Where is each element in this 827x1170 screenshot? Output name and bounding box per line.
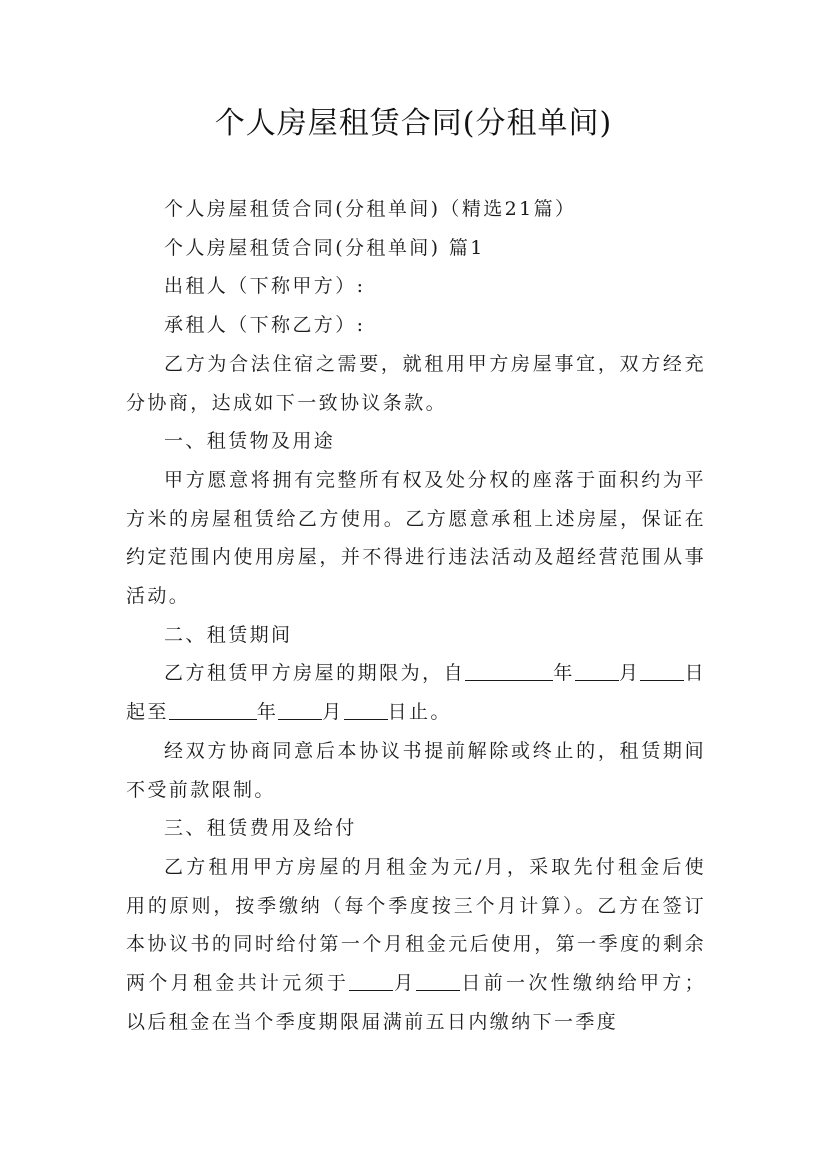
blank-line bbox=[640, 661, 684, 681]
blank-line bbox=[416, 971, 460, 991]
text-span: 日起至 bbox=[126, 662, 706, 724]
text-span: 乙方租赁甲方房屋的期限为，自 bbox=[164, 662, 466, 685]
paragraph-lease-object: 甲方愿意将拥有完整所有权及处分权的座落于面积约为平方米的房屋租赁给乙方使用。乙方愿意承租上述房屋，保证在约定范围内使用房屋，并不得进行违法活动及超经营范围从事活动。 bbox=[126, 468, 706, 608]
text-span: 月 bbox=[618, 662, 641, 685]
paragraph-heading-2: 二、租赁期间 bbox=[164, 623, 293, 646]
text-span: 年 bbox=[256, 701, 279, 724]
paragraph-lessee: 承租人（下称乙方）: bbox=[164, 314, 366, 337]
text-span: 日止。 bbox=[387, 701, 452, 724]
paragraph-heading-3: 三、租赁费用及给付 bbox=[164, 817, 357, 840]
document-body bbox=[126, 190, 706, 1041]
paragraph-section-heading: 个人房屋租赁合同(分租单间) 篇1 bbox=[164, 236, 485, 259]
paragraph-early-termination: 经双方协商同意后本协议书提前解除或终止的，租赁期间不受前款限制。 bbox=[126, 739, 706, 801]
paragraph-subtitle: 个人房屋租赁合同(分租单间)（精选21篇） bbox=[164, 198, 577, 220]
paragraph-rent-payment bbox=[126, 848, 706, 1042]
text-span: 月 bbox=[393, 972, 417, 995]
text-span: 乙方租用甲方房屋的月租金为元/月，采取先付租金后使用的原则，按季缴纳（每个季度按三个月计算）。乙方在签订本协议书的同时给付第一个月租金元后使用，第一季度的剩余两个月租金共计元须于 bbox=[126, 855, 706, 995]
blank-line bbox=[465, 661, 553, 681]
paragraph-intro: 乙方为合法住宿之需要，就租用甲方房屋事宜，双方经充分协商，达成如下一致协议条款。 bbox=[126, 352, 706, 414]
paragraph-heading-1: 一、租赁物及用途 bbox=[164, 430, 336, 453]
text-span: 月 bbox=[322, 701, 344, 724]
blank-line bbox=[575, 661, 619, 681]
blank-line bbox=[344, 700, 388, 720]
blank-line bbox=[349, 971, 393, 991]
document-title: 个人房屋租赁合同(分租单间) bbox=[214, 106, 613, 141]
blank-line bbox=[169, 700, 257, 720]
blank-line bbox=[278, 700, 322, 720]
text-span: 日前一次性缴纳给甲方；以后租金在当个季度期限届满前五日内缴纳下一季度 bbox=[126, 972, 706, 1033]
paragraph-lease-period bbox=[126, 654, 706, 731]
paragraph-lessor: 出租人（下称甲方）: bbox=[164, 275, 366, 298]
text-span: 年 bbox=[553, 662, 575, 685]
